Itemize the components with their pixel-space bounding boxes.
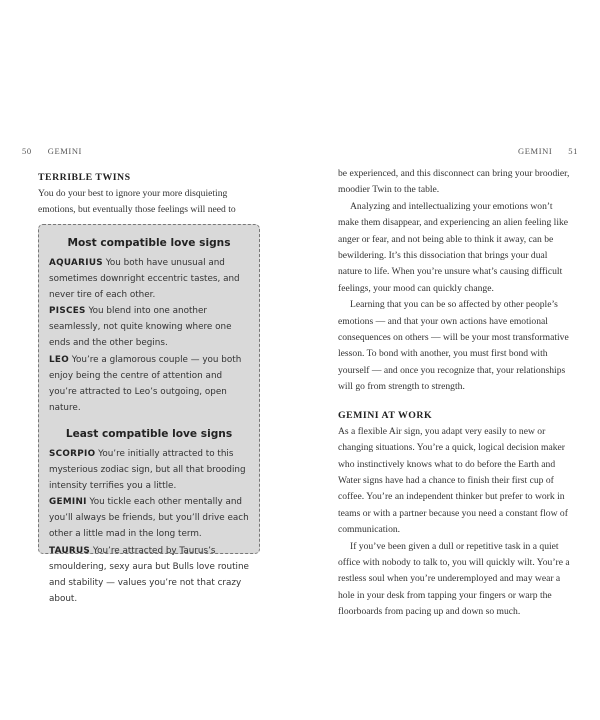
sign-description: You blend into one another seamlessly, not quite knowing where one ends and the other begins. [49,306,232,349]
right-page [300,0,600,720]
paragraph-work-restless: If you’ve been given a dull or repetitive task in a quiet office with nobody to talk to, you will quickly wilt. You’re a restless soul when you’re underemployed and may wear a hole in your desk from tapping your fingers or warp the floorboards from pacing up and down so much. [338,540,570,618]
page-number: 51 [568,146,578,156]
left-column [38,170,260,219]
section-heading-gemini-at-work: GEMINI AT WORK [338,409,433,421]
running-head: GEMINI [518,146,553,156]
sign-name: TAURUS [49,545,91,556]
entry-aquarius [49,255,249,303]
entry-taurus [49,543,249,607]
entry-leo [49,352,249,416]
sign-name: PISCES [49,306,86,317]
sign-name: LEO [49,354,69,365]
paragraph-emotions: Analyzing and intellectualizing your emotions won’t make them disappear, and experiencing an alien feeling like anger or fear, and not being able to think it away, can be bewildering. It’s this dissociation that brings your dual nature to life. When you’re unsure what’s causing difficult feelings, your mood can quickly change. [338,200,569,294]
right-folio [518,146,578,156]
compatibility-box [38,224,260,604]
sign-name: AQUARIUS [49,258,103,268]
paragraph-work-adapt: As a flexible Air sign, you adapt very easily to new or changing situations. You’re a quick, logical decision maker who instinctively knows what to do before the Earth and Water signs have had a chance to finish their first cup of coffee. You’re an independent thinker but prefer to work in teams or with a partner because you need a constant flow of communication. [338,425,568,536]
sign-description: You tickle each other mentally and you’ll always be friends, but you’ll drive each other a little mad in the long term. [49,497,249,540]
least-compatible-title: Least compatible love signs [65,427,233,440]
left-folio [22,146,82,156]
entry-scorpio [49,446,249,494]
sign-description: You’re initially attracted to this mysterious zodiac sign, but all that brooding intensity terrifies you a little. [49,448,246,492]
right-column [338,166,570,621]
sign-description: You both have unusual and sometimes downright eccentric tastes, and never tire of each other. [49,258,240,301]
page-number: 50 [22,146,32,156]
section-heading-terrible-twins: TERRIBLE TWINS [38,172,131,183]
most-compatible-title: Most compatible love signs [67,237,231,249]
sign-description: You’re a glamorous couple — you both enjoy being the centre of attention and you’re attracted to Leo’s outgoing, open nature. [49,354,242,413]
sign-name: SCORPIO [49,448,96,459]
entry-pisces [49,303,249,351]
continuation-paragraph: be experienced, and this disconnect can bring your broodier, moodier Twin to the table. [338,168,570,196]
running-head: GEMINI [47,146,82,156]
entry-gemini [49,494,249,542]
sign-name: GEMINI [49,497,87,508]
sign-description: You’re attracted by Taurus’s smouldering, sexy aura but Bulls love routine and stability — values you’re not that crazy about. [49,545,249,604]
intro-paragraph: You do your best to ignore your more disquieting emotions, but eventually those feelings will need to [38,188,236,216]
paragraph-bonding: Learning that you can be so affected by other people’s emotions — and that your own actions have emotional consequences on others — will be your most transformative lesson. To bond with another, you must first bond with yourself — and once you recognize that, your relationships will go from strength to strength. [338,299,569,393]
